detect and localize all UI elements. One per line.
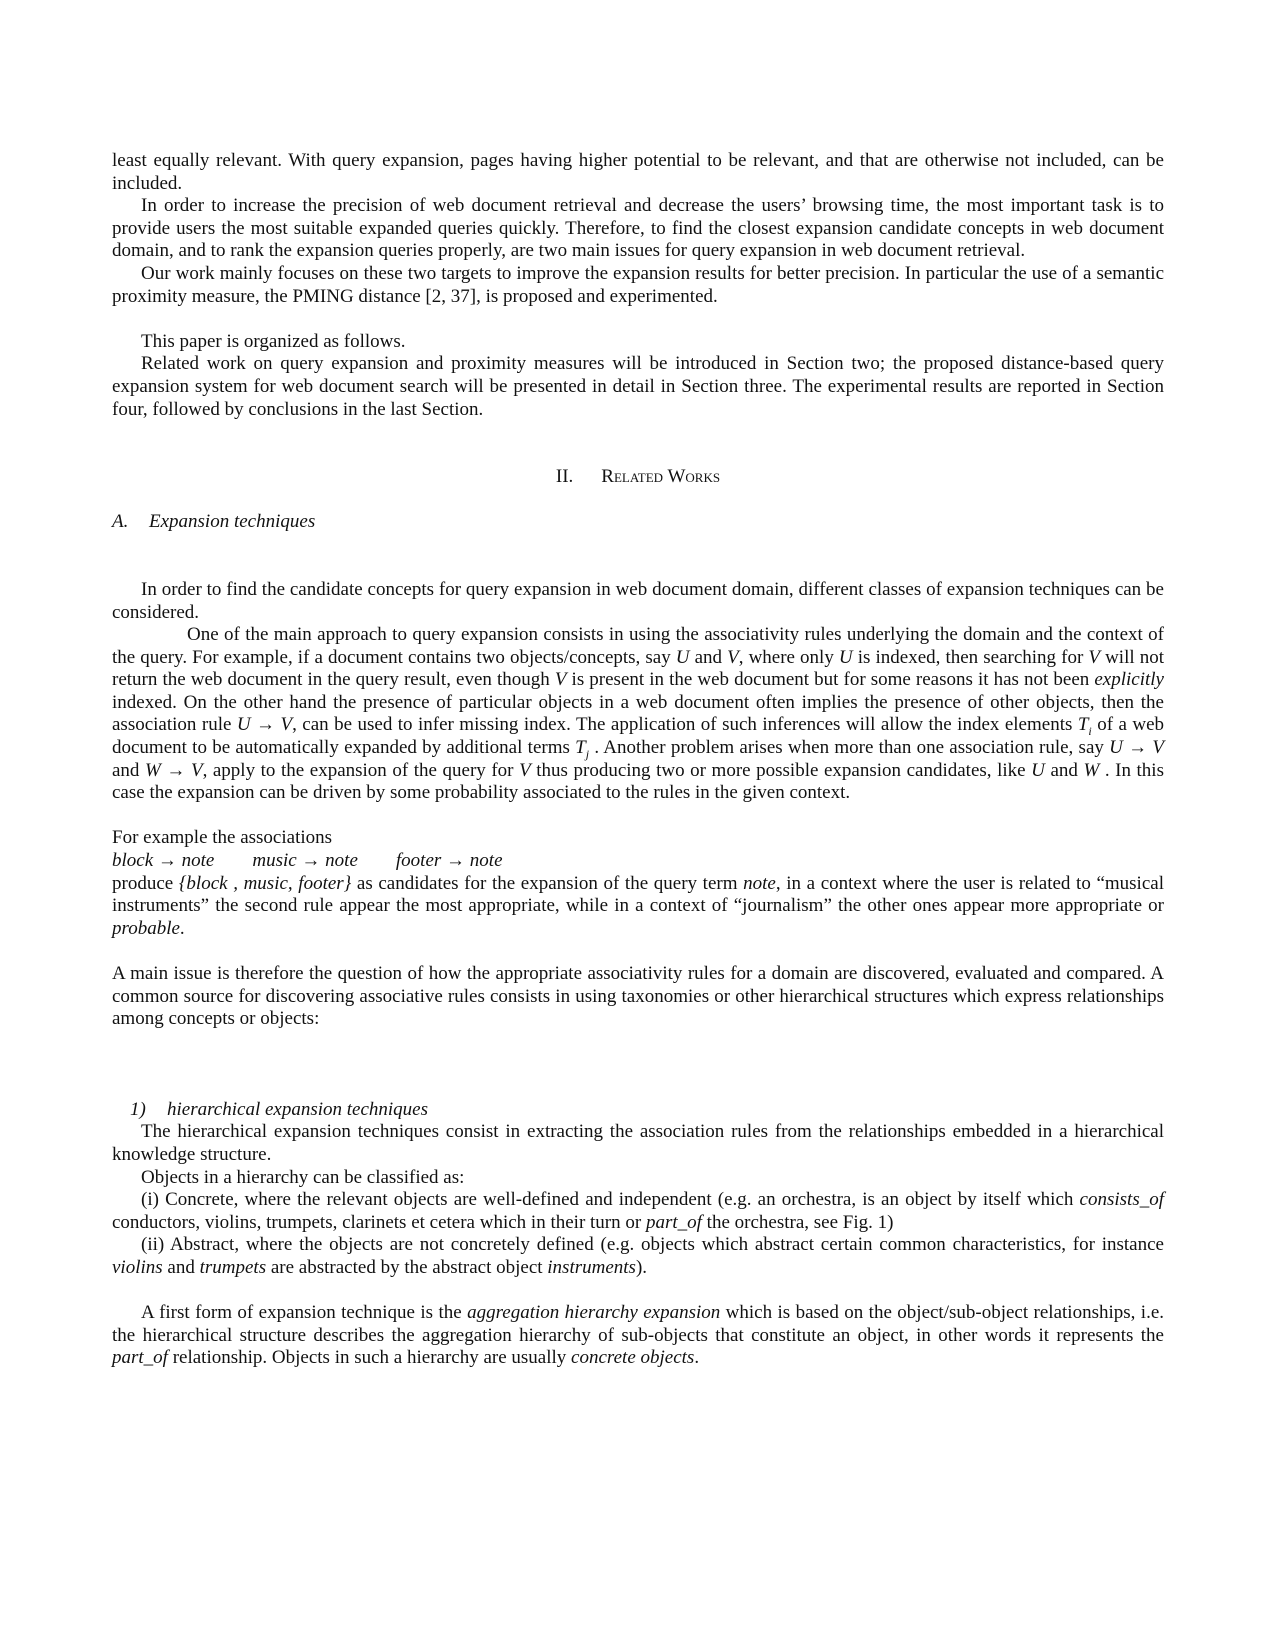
intro-paragraph-3: Our work mainly focuses on these two targets to improve the expansion results for better precision. In particular the use of a semantic proximity measure, the PMING distance [2, 37], is proposed and experimented. [112, 262, 1164, 307]
example-intro: For example the associations [112, 827, 333, 849]
association-list [112, 850, 1164, 873]
association-3: footer → note [395, 850, 503, 872]
expansion-paragraph-2: One of the main approach to query expansion consists in using the associativity rules underlying the domain and the context of the query. For example, if a document contains two objects/concepts, say U and V, where only U is indexed, then searching for V will not return the web document in the query result, even though V is present in the web document but for some reasons it has not been explicitly indexed. On the other hand the presence of particular objects in a web document often implies the presence of other objects, then the association rule U → V, can be used to infer missing index. The application of such inferences will allow the index elements $T_i$ of a web document to be automatically expanded by additional terms $T_j$ . Another problem arises when more than one association rule, say U → V and W → V, apply to the expansion of the query for V thus producing two or more possible expansion candidates, like U and W . In this case the expansion can be driven by some probability associated to the rules in the given context. [112, 624, 1165, 804]
association-1: block → note [112, 850, 215, 872]
intro-paragraph-1: least equally relevant. With query expansion, pages having higher potential to be relevant, and that are otherwise not included, can be included. [112, 150, 1164, 194]
hierarchical-paragraph-2: Objects in a hierarchy can be classified as: [141, 1166, 465, 1188]
paper-page [112, 150, 1164, 1370]
intro-paragraph-5: Related work on query expansion and proximity measures will be introduced in Section two; the proposed distance-based query expansion system for web document search will be presented in detail in Section three. The experimental results are reported in Section four, followed by conclusions in the last Section. [112, 353, 1164, 420]
subsection-heading-a [112, 511, 1164, 534]
intro-paragraph-4: This paper is organized as follows. [141, 330, 406, 352]
hierarchical-paragraph-5: A first form of expansion technique is the aggregation hierarchy expansion which is based on the object/sub-object relationships, i.e. the hierarchical structure describes the aggregation hierarchy of sub-objects that constitute an object, in other words it represents the part_of relationship. Objects in such a hierarchy are usually concrete objects. [112, 1302, 1165, 1369]
produce-paragraph: produce {block , music, footer} as candidates for the expansion of the query term note, in a context where the user is related to “musical instruments” the second rule appear the most appropriate, while in a context of “journalism” the other ones appear more appropriate or probable. [112, 872, 1164, 939]
subsection-letter: A. [112, 511, 129, 533]
intro-paragraph-2: In order to increase the precision of web document retrieval and decrease the users’ browsing time, the most important task is to provide users the most suitable expanded queries quickly. Therefore, to find the closest expansion candidate concepts in web document domain, and to rank the expansion queries properly, are two main issues for query expansion in web document retrieval. [112, 195, 1164, 262]
association-2: music → note [252, 850, 358, 872]
hierarchical-paragraph-1: The hierarchical expansion techniques consist in extracting the association rules from the relationships embedded in a hierarchical knowledge structure. [112, 1121, 1164, 1165]
section-number: II. [555, 466, 574, 488]
expansion-paragraph-1: In order to find the candidate concepts for query expansion in web document domain, different classes of expansion techniques can be considered. [112, 578, 1164, 623]
subsubsection-number: 1) [130, 1098, 146, 1120]
subsection-title: Expansion techniques [149, 511, 316, 533]
subsubsection-title: hierarchical expansion techniques [167, 1098, 429, 1120]
hierarchical-paragraph-4: (ii) Abstract, where the objects are not concretely defined (e.g. objects which abstract certain common characteristics, for instance violins and trumpets are abstracted by the abstract object instruments). [112, 1234, 1164, 1278]
hierarchical-paragraph-3: (i) Concrete, where the relevant objects are well-defined and independent (e.g. an orchestra, is an object by itself which consists_of conductors, violins, trumpets, clarinets et cetera which in their turn or part_of the orchestra, see Fig. 1) [112, 1189, 1164, 1233]
subsubsection-heading-1 [112, 1099, 1164, 1122]
section-heading [112, 466, 1164, 489]
main-issue-paragraph: A main issue is therefore the question of how the appropriate associativity rules for a domain are discovered, evaluated and compared. A common source for discovering associative rules consists in using taxonomies or other hierarchical structures which express relationships among concepts or objects: [112, 963, 1164, 1030]
section-title: Related Works [601, 466, 721, 488]
